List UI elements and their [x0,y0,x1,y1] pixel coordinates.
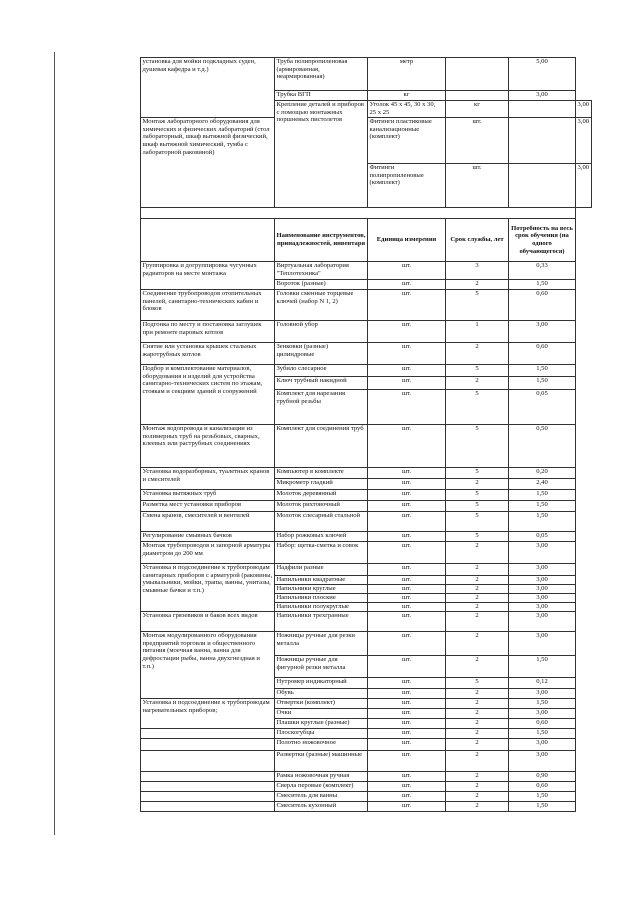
work-description-cell [141,772,275,782]
unit-cell: шт. [368,532,446,542]
tool-name-cell: Напильники трехгранные [275,612,368,632]
work-description-cell: Монтаж водопровода и канализации из полимерных труб на резьбовых, сварных, клеевых или раструбных соединениях [141,425,275,468]
requirement-cell: 1,50 [509,512,576,532]
tool-name-cell: Ключ трубный накидной [275,377,368,390]
work-description-cell [141,751,275,772]
service-life-cell: 2 [446,792,509,802]
unit-cell: шт. [368,792,446,802]
table-row [141,490,592,501]
tool-name-cell: Напильники полукруглые [275,603,368,612]
unit-cell: шт. [368,512,446,532]
service-life-cell: 2 [446,280,509,290]
service-life-cell: 1 [446,321,509,343]
requirement-cell: 1,50 [509,729,576,739]
table-row [141,632,592,656]
service-life-cell: 2 [446,689,509,699]
work-description-cell: Разметка мест установки приборов [141,501,275,512]
service-life-cell: 2 [446,751,509,772]
work-description-cell: Установка и подсоединение к трубопроводам нагревательных приборов; [141,699,275,729]
work-description-cell: Монтаж трубопроводов и запорной арматуры диаметром до 200 мм [141,542,275,564]
service-life-cell: 2 [446,739,509,751]
table-row [141,772,592,782]
requirement-cell: 3,00 [509,603,576,612]
table-spacer [141,208,576,219]
tool-name-cell: Молоток рихтовочный [275,501,368,512]
requirement-cell: 0,05 [509,532,576,542]
table-row [141,512,592,532]
work-description-cell: Установка вытяжных труб [141,490,275,501]
service-life-cell: 2 [446,576,509,585]
unit-cell: шт. [368,772,446,782]
service-life-cell: 2 [446,719,509,729]
requirement-cell: 0,60 [509,290,576,321]
tool-name-cell: Труба полипропиленовая (армированная, неармированная) [275,58,368,91]
unit-cell: шт. [368,782,446,792]
service-life-cell: 5 [446,425,509,468]
unit-cell: шт. [368,689,446,699]
tool-name-cell: Нутромер индикаторный [275,678,368,689]
table-row [141,739,592,751]
unit-cell: шт. [368,585,446,594]
service-life-cell: 2 [446,632,509,656]
requirement-cell: 3,00 [509,91,576,101]
tool-name-cell: Напильники плоские [275,594,368,603]
service-life-cell: 5 [446,290,509,321]
unit-cell: шт. [368,603,446,612]
service-life-cell: 2 [446,479,509,490]
tool-name-cell: Набор: щетка-сметка и совок [275,542,368,564]
tool-name-cell: Набор рожковых ключей [275,532,368,542]
table-row [141,564,592,576]
service-life-cell: 5 [446,532,509,542]
work-description-cell [141,792,275,802]
header-tool-name: Наименование инструментов, принадлежностей, инвентаря [275,219,368,262]
table-row [141,365,592,377]
requirement-cell: 3,00 [509,585,576,594]
unit-cell: шт. [368,501,446,512]
tool-name-cell: Напильники круглые [275,585,368,594]
work-description-cell: Снятие или установка крышек стальных жаротрубных котлов [141,343,275,365]
work-description-cell: Крепление деталей и приборов с помощью монтажных поршневых пистолетов [275,101,368,208]
work-description-cell: Соединение трубопроводов отопительных панелей, санитарно-технических кабин и блоков [141,290,275,321]
tool-name-cell: Надфили разные [275,564,368,576]
service-life-cell: 5 [446,490,509,501]
unit-cell: шт. [368,802,446,812]
tool-name-cell: Плоскогубцы [275,729,368,739]
tool-name-cell: Сверла перовые (комплект) [275,782,368,792]
service-life-cell: 2 [446,343,509,365]
service-life-cell [509,164,576,208]
service-life-cell [446,58,509,91]
tool-name-cell: Трубка ВГП [275,91,368,101]
unit-cell: метр [368,58,446,91]
work-description-cell [141,739,275,751]
tool-name-cell: Отвертки (комплект) [275,699,368,709]
work-description-cell [141,782,275,792]
work-description-cell: Установка грязевиков и баков всех видов [141,612,275,632]
requirement-cell: 1,50 [509,377,576,390]
service-life-cell: 2 [446,802,509,812]
tool-name-cell: Смеситель для ванны [275,792,368,802]
requirement-cell: 1,50 [509,490,576,501]
unit-cell: шт. [368,612,446,632]
tool-name-cell: Комплект для нарезания трубной резьбы [275,390,368,425]
table-row [141,802,592,812]
tool-name-cell: Уголок 45 x 45, 30 x 30, 25 x 25 [368,101,446,118]
tool-name-cell: Головки сменные торцевые ключей (набор N 1, 2) [275,290,368,321]
tool-name-cell: Виртуальная лаборатория "Теплотехника" [275,262,368,280]
service-life-cell: 5 [446,390,509,425]
service-life-cell: 5 [446,468,509,479]
unit-cell: шт. [446,164,509,208]
unit-cell: шт. [368,564,446,576]
requirement-cell: 1,50 [509,656,576,678]
service-life-cell: 2 [446,564,509,576]
requirement-cell: 0,05 [509,390,576,425]
table-row [141,612,592,632]
requirement-cell: 3,00 [576,118,592,164]
requirement-cell: 1,50 [509,365,576,377]
service-life-cell: 2 [446,772,509,782]
left-margin-rule [54,52,55,835]
service-life-cell: 2 [446,709,509,719]
requirement-cell: 0,33 [509,262,576,280]
requirement-cell: 3,00 [509,612,576,632]
service-life-cell [509,101,576,118]
work-description-cell: Подбор и комплектование материалов, оборудования и изделий для устройства санитарно-технических систем по этажам, стоякам и секциям зданий и сооружений [141,365,275,425]
requirement-cell: 3,00 [509,576,576,585]
tool-name-cell: Смеситель кухонный [275,802,368,812]
requirement-cell: 3,00 [509,739,576,751]
requirement-cell: 1,50 [509,792,576,802]
work-description-cell: Смена кранов, смесителей и вентилей [141,512,275,532]
service-life-cell: 2 [446,377,509,390]
service-life-cell: 3 [446,262,509,280]
unit-cell: шт. [368,632,446,656]
unit-cell: шт. [368,365,446,377]
table-row [141,792,592,802]
requirement-cell: 3,00 [509,689,576,699]
requirement-cell: 0,20 [509,468,576,479]
tool-name-cell: Фитинги полипропиленовые (комплект) [368,164,446,208]
unit-cell: шт. [368,343,446,365]
requirement-cell: 0,60 [509,719,576,729]
tool-name-cell: Компьютер в комплекте [275,468,368,479]
work-description-cell: Монтаж модулированного оборудования предприятий торговли и общественного питания (моечная ванна, ванна для дефростации рыбы, ванна двухгнездная и т.п.) [141,632,275,699]
requirement-cell: 2,40 [509,479,576,490]
table-row [141,343,592,365]
service-life-cell: 2 [446,594,509,603]
work-description-cell: Монтаж лабораторного оборудования для химических и физических лабораторий (стол лабораторный, шкаф вытяжной физический, шкаф вытяжной химический, тумба с лабораторной раковиной) [141,118,275,208]
equipment-table [140,57,592,812]
requirement-cell: 1,50 [509,501,576,512]
unit-cell: шт. [368,739,446,751]
table-row [141,321,592,343]
service-life-cell: 2 [446,612,509,632]
tool-name-cell: Очки [275,709,368,719]
unit-cell: шт. [368,425,446,468]
work-description-cell [141,802,275,812]
requirement-cell: 0,60 [509,782,576,792]
work-cell-empty [141,219,275,262]
service-life-cell: 2 [446,729,509,739]
service-life-cell [446,91,509,101]
requirement-cell: 1,50 [509,699,576,709]
service-life-cell: 5 [446,512,509,532]
unit-cell: шт. [368,542,446,564]
tool-name-cell: Напильники квадратные [275,576,368,585]
service-life-cell: 2 [446,603,509,612]
unit-cell: шт. [368,576,446,585]
table-row [141,699,592,709]
unit-cell: шт. [368,321,446,343]
requirement-cell: 3,00 [509,709,576,719]
work-description-cell: Установка водоразборных, туалетных кранов и смесителей [141,468,275,490]
tool-name-cell: Ножницы ручные для резки металла [275,632,368,656]
work-description-cell [141,729,275,739]
tool-name-cell: Молоток деревянный [275,490,368,501]
tool-name-cell: Развертки (разные) машинные [275,751,368,772]
requirement-cell: 0,50 [509,425,576,468]
service-life-cell: 5 [446,678,509,689]
tool-name-cell: Зубило слесарное [275,365,368,377]
requirement-cell: 0,12 [509,678,576,689]
unit-cell: шт. [368,656,446,678]
unit-cell: шт. [368,468,446,479]
table-row [141,751,592,772]
work-description-cell: Установка и подсоединение к трубопроводам санитарных приборов с арматурой (раковины, умывальники, мойки, трапы, ванны, унитазы, смывные бачки и т.п.) [141,564,275,612]
service-life-cell: 5 [446,365,509,377]
unit-cell: шт. [368,490,446,501]
unit-cell: шт. [368,719,446,729]
tool-name-cell: Зенковки (разные) цилиндровые [275,343,368,365]
requirement-cell: 3,00 [509,751,576,772]
unit-cell: шт. [368,594,446,603]
unit-cell: кг [446,101,509,118]
tool-name-cell: Ножницы ручные для фигурной резки металла [275,656,368,678]
unit-cell: шт. [368,479,446,490]
requirement-cell: 1,50 [509,802,576,812]
tool-name-cell: Рамка ножовочная ручная [275,772,368,782]
header-requirement: Потребность на весь срок обучения (на одного обучающегося) [509,219,576,262]
table-row [141,729,592,739]
header-unit: Единица измерения [368,219,446,262]
unit-cell: кг [368,91,446,101]
requirement-cell: 3,00 [509,321,576,343]
unit-cell: шт. [446,118,509,164]
table-header-row [141,219,592,262]
tool-name-cell: Микрометр гладкий [275,479,368,490]
tool-name-cell: Молоток слесарный стальной [275,512,368,532]
unit-cell: шт. [368,262,446,280]
unit-cell: шт. [368,709,446,719]
unit-cell: шт. [368,678,446,689]
requirement-cell: 3,00 [509,632,576,656]
requirement-cell: 0,90 [509,772,576,782]
service-life-cell: 2 [446,542,509,564]
tool-name-cell: Фитинги пластиковые канализационные (комплект) [368,118,446,164]
unit-cell: шт. [368,280,446,290]
work-description-cell: Регулирование смывных бачков [141,532,275,542]
tool-name-cell: Плашки круглые (разные) [275,719,368,729]
tool-name-cell: Полотно ножовочное [275,739,368,751]
unit-cell: шт. [368,377,446,390]
unit-cell: шт. [368,699,446,709]
requirement-cell: 3,00 [576,164,592,208]
header-service-life: Срок службы, лет [446,219,509,262]
service-life-cell: 2 [446,656,509,678]
unit-cell: шт. [368,729,446,739]
service-life-cell: 5 [446,501,509,512]
tool-name-cell: Комплект для соединения труб [275,425,368,468]
requirement-cell: 5,00 [509,58,576,91]
table-row [141,208,592,219]
tool-name-cell: Головной убор [275,321,368,343]
work-description-cell: Группировка и догруппировка чугунных радиаторов на месте монтажа [141,262,275,290]
service-life-cell [509,118,576,164]
table-row [141,532,592,542]
table-row [141,542,592,564]
tool-name-cell: Вороток (разные) [275,280,368,290]
table-row [141,501,592,512]
table-row [141,290,592,321]
equipment-table-body [141,58,592,812]
table-row [141,468,592,479]
requirement-cell: 3,00 [576,101,592,118]
requirement-cell: 3,00 [509,564,576,576]
unit-cell: шт. [368,390,446,425]
unit-cell: шт. [368,751,446,772]
service-life-cell: 2 [446,699,509,709]
requirement-cell: 3,00 [509,542,576,564]
unit-cell: шт. [368,290,446,321]
requirement-cell: 0,60 [509,343,576,365]
table-row [141,425,592,468]
table-row [141,58,592,91]
work-description-cell: Подгонка по месту и постановка заглушек при ремонте паровых котлов [141,321,275,343]
table-row [141,262,592,280]
service-life-cell: 2 [446,782,509,792]
requirement-cell: 3,00 [509,594,576,603]
table-row [141,782,592,792]
work-description-cell: установка для мойки подкладных суден, душевая кафедра и т.д.) [141,58,275,118]
requirement-cell: 1,50 [509,280,576,290]
tool-name-cell: Обувь [275,689,368,699]
service-life-cell: 2 [446,585,509,594]
